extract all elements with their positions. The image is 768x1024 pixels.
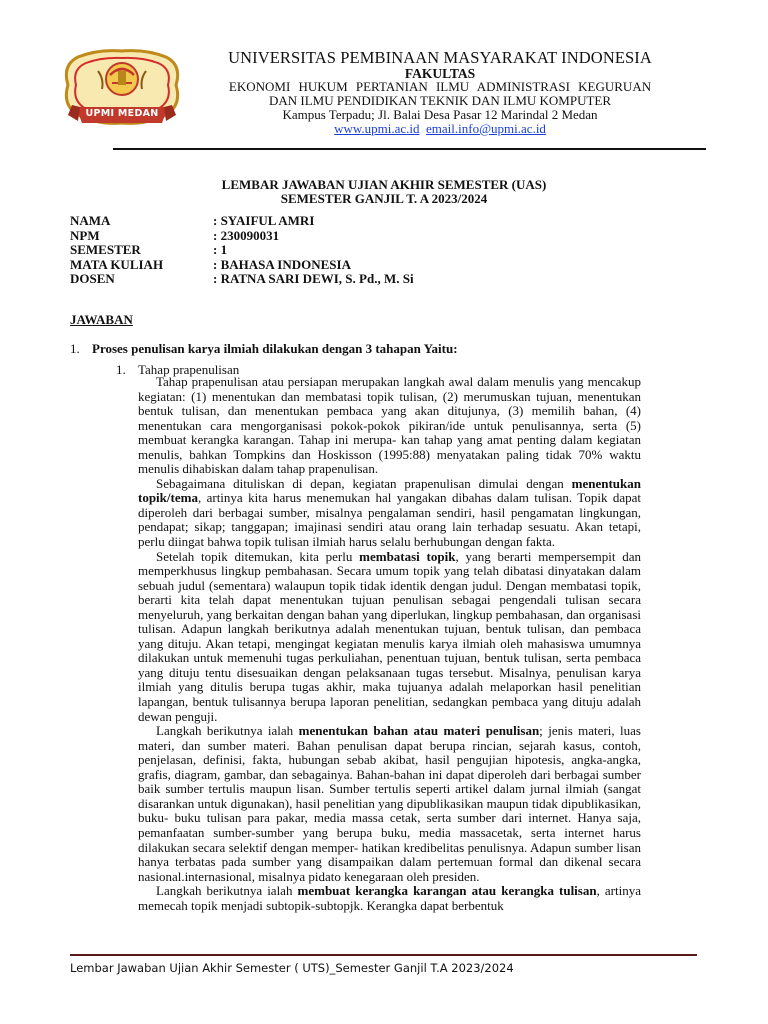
document-subtitle: SEMESTER GANJIL T. A 2023/2024 [280, 191, 488, 206]
identity-value: : 1 [213, 242, 228, 257]
answer-paragraph [138, 550, 641, 725]
logo-text: UPMI MEDAN [85, 108, 159, 119]
sub-point-text: Tahap prapenulisan [138, 362, 240, 377]
paragraph-text: , artinya memecah topik menjadi subtopik-subtopjk. Kerangka dapat berbentuk [138, 883, 641, 913]
paragraph-text: , artinya kita harus menemukan hal yangakan dibahas dalam tulisan. Topik dapat diperoleh dari berbagai sumber, misalnya pengalaman sendiri, hasil pengamatan lingkungan, pendapat; sikap; tanggapan; imajinasi sendiri atau orang lain terhadap sesuatu. Akan tetapi, perlu diingat bahwa topik tulisan ilmiah harus selalu berhubungan dengan fakta. [138, 490, 641, 550]
question-1 [70, 341, 458, 357]
paragraph-text: Langkah berikutnya ialah [156, 883, 298, 899]
paragraph-text: Langkah berikutnya ialah [156, 723, 299, 739]
answer-paragraph [138, 724, 641, 884]
identity-label: NAMA [70, 213, 111, 228]
emphasis-term: menentukan topik/tema [138, 475, 641, 506]
answer-paragraph [138, 884, 641, 913]
university-name: UNIVERSITAS PEMBINAAN MASYARAKAT INDONESIA [228, 48, 652, 67]
identity-label: NPM [70, 227, 100, 243]
faculty-label: FAKULTAS [404, 66, 476, 81]
identity-value: : SYAIFUL AMRI [213, 213, 315, 228]
emphasis-term: membuat kerangka karangan atau kerangka tulisan [297, 883, 597, 899]
sub-point-number: 1. [116, 362, 126, 377]
faculties-line-2: DAN ILMU PENDIDIKAN TEKNIK DAN ILMU KOMPUTER [268, 93, 612, 108]
identity-label: SEMESTER [70, 242, 141, 257]
university-logo [58, 45, 186, 133]
website-link[interactable]: www.upmi.ac.id [334, 121, 420, 136]
contact-links [190, 122, 690, 135]
emphasis-term: membatasi topik [359, 548, 456, 564]
footer-divider [70, 954, 697, 956]
question-number: 1. [70, 341, 80, 356]
question-text: Proses penulisan karya ilmiah dilakukan dengan 3 tahapan Yaitu: [92, 341, 458, 356]
answer-paragraph [138, 477, 641, 550]
answer-body [138, 375, 641, 913]
paragraph-text: Sebagaimana dituliskan di depan, kegiatan prapenulisan dimulai dengan [156, 475, 572, 491]
identity-label: MATA KULIAH [70, 256, 164, 272]
document-title: LEMBAR JAWABAN UJIAN AKHIR SEMESTER (UAS) [221, 177, 547, 192]
answers-heading: JAWABAN [70, 312, 133, 327]
page-footer: Lembar Jawaban Ujian Akhir Semester ( UTS)_Semester Ganjil T.A 2023/2024 [70, 961, 514, 975]
identity-value: : RATNA SARI DEWI, S. Pd., M. Si [213, 271, 414, 286]
email-link[interactable]: email.info@upmi.ac.id [426, 121, 546, 136]
identity-value: : BAHASA INDONESIA [213, 256, 351, 272]
paragraph-text: Tahap prapenulisan atau persiapan merupakan langkah awal dalam menulis yang mencakup kegiatan: (1) menentukan dan membatasi topik tulisan, (2) merumuskan tujuan, menentukan bentuk tulisan, dan menentukan pembaca yang akan ditujunya, (3) memilih bahan, (4) menentukan cara mengorganisasi pokok-pokok pikiran/ide untuk penulisannya, serta (5) membuat kerangka karangan. Tahap ini merupa- kan tahap yang amat penting dalam kegiatan menulis, bahkan Tompkins dan Hoskisson (1995:88) menyatakan paling tidak 70% waktu menulis dihabiskan dalam tahap prapenulisan. [138, 374, 641, 477]
answer-paragraph [138, 375, 641, 477]
university-seal-icon [58, 45, 186, 133]
identity-value: : 230090031 [213, 227, 280, 243]
identity-label: DOSEN [70, 271, 115, 286]
campus-address: Kampus Terpadu; Jl. Balai Desa Pasar 12 Marindal 2 Medan [282, 107, 598, 122]
emphasis-term: menentukan bahan atau materi penulisan [298, 723, 540, 739]
paragraph-text: ; jenis materi, luas materi, dan sumber materi. Bahan penulisan dapat berupa rincian, sejarah kasus, contoh, penjelasan, definisi, fakta, hubungan sebab akibat, hasil pengujian hipotesis, angka-angka, grafis, diagram, gambar, dan sebagainya. Bahan-bahan ini dapat diperoleh dari berbagai sumber baik sumber tertulis maupun lisan. Sumber tertulis seperti artikel dalam jurnal ilmiah (sangat disarankan untuk digunakan), hasil penelitian yang dipublikasikan maupun tidak dipublikasikan, buku- buku tulisan para pakar, media massa cetak, serta sumber dari internet. Hanya saja, pemanfaatan sumber-sumber yang berupa buku, media massacetak, serta internet harus dilakukan secara selektif dengan memper- hatikan kredibelitas penulisnya. Adapun sumber lisan hanya terbatas pada sumber yang disampaikan dalam pertemuan formal dan dikenal secara nasional.internasional, misalnya pidato kenegaraan oleh presiden. [138, 723, 641, 884]
paragraph-text: , yang berarti mempersempit dan memperkhusus lingkup pembahasan. Secara umum topik yang telah dibatasi dinyatakan dalam sebuah judul (sementara) walaupun topik tidak identik dengan judul. Dengan membatasi topik, berarti kita telah dapat menentukan tujuan penulisan sebagai pengendali tulisan secara menyeluruh, yang berkaitan dengan bahan yang diperlukan, lingkup pembahasan, dan organisasi tulisan. Adapun langkah berikutnya adalah menentukan tujuan, bentuk tulisan, dan pembaca yang dituju. Akan tetapi, mengingat kegiatan menulis karya ilmiah oleh mahasiswa umumnya dilakukan untuk memenuhi tugas perkuliahan, penentuan tujuan, bentuk tulisan, serta pembaca yang dituju tentu disesuaikan dengan pelaksanaan tugas tersebut. Misalnya, penulisan karya ilmiah yang ditulis berupa tugas akhir, maka tujuanya adalah melaporkan hasil penelitian lapangan, bentuk tulisannya berupa laporan penelitian, sedangkan pembaca yang dituju adalah dewan penguji. [138, 548, 641, 724]
faculties-line-1: EKONOMI HUKUM PERTANIAN ILMU ADMINISTRASI KEGURUAN [228, 79, 652, 94]
header-divider [113, 148, 706, 150]
paragraph-text: Setelah topik ditemukan, kita perlu [156, 548, 360, 564]
